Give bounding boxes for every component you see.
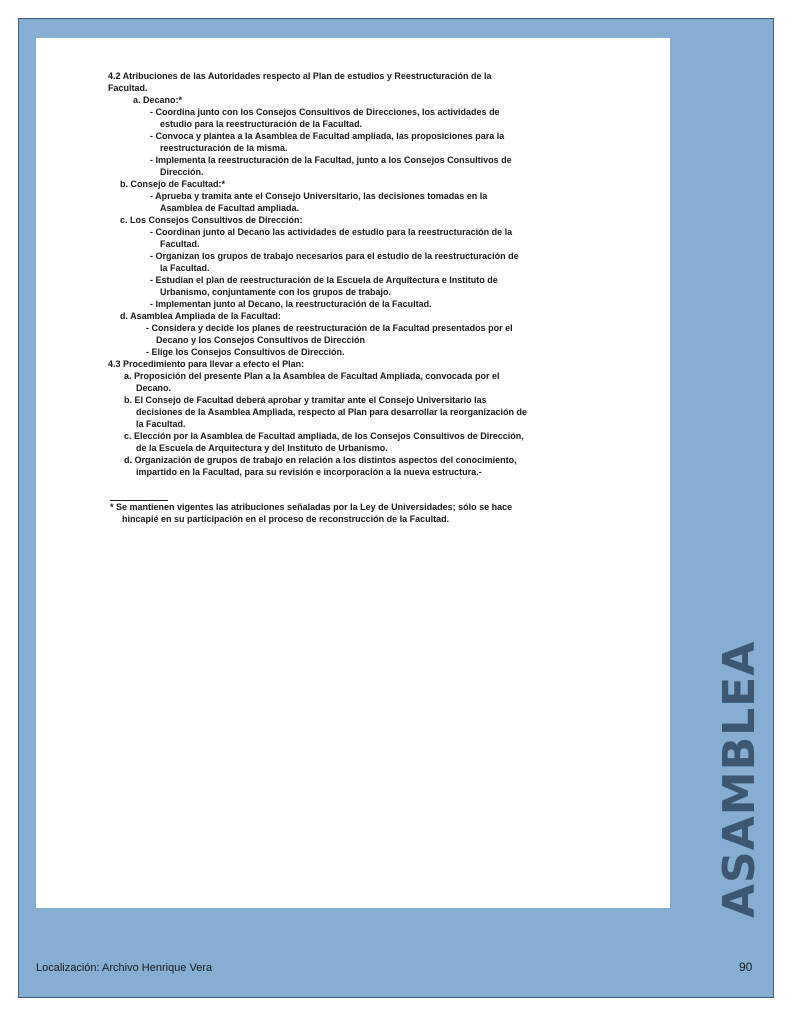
section-4-3-item: d. Organización de grupos de trabajo en relación a los distintos aspectos del conocimiento, impartido en la Facultad, para su revisión e incorporación a la nueva estructura.-: [124, 455, 517, 477]
section-d-title: d. Asamblea Ampliada de la Facultad:: [120, 311, 281, 321]
section-a-item: - Convoca y plantea a la Asamblea de Facultad ampliada, las proposiciones para la reestructuración de la misma.: [150, 131, 505, 153]
section-c-title: c. Los Consejos Consultivos de Dirección:: [120, 215, 303, 225]
footnote: * Se mantienen vigentes las atribuciones señaladas por la Ley de Universidades; sólo se hace hincapié en su participación en el proceso de reconstrucción de la Facultad.: [110, 502, 513, 524]
section-4-3-item: c. Elección por la Asamblea de Facultad ampliada, de los Consejos Consultivos de Dirección, de la Escuela de Arquitectura y del Instituto de Urbanismo.: [124, 431, 524, 453]
section-c-item: - Estudian el plan de reestructuración de la Escuela de Arquitectura e Instituto de Urbanismo, conjuntamente con los grupos de trabajo.: [150, 275, 498, 297]
section-4-3-heading: 4.3 Procedimiento para llevar a efecto el Plan:: [108, 359, 305, 369]
section-4-2-heading: 4.2 Atribuciones de las Autoridades respecto al Plan de estudios y Reestructuración de la Facultad.: [108, 71, 492, 93]
section-a-title: a. Decano:*: [133, 95, 183, 105]
section-c-item: - Coordinan junto al Decano las actividades de estudio para la reestructuración de la Facultad.: [150, 227, 513, 249]
section-b-title: b. Consejo de Facultad:*: [120, 179, 226, 189]
document-text: [108, 70, 528, 525]
section-title-vertical: ASAMBLEA: [714, 640, 765, 918]
section-d-item: - Considera y decide los planes de reestructuración de la Facultad presentados por el Decano y los Consejos Consultivos de Dirección: [146, 323, 513, 345]
section-4-3-item: a. Proposición del presente Plan a la Asamblea de Facultad Ampliada, convocada por el Decano.: [124, 371, 500, 393]
section-a-item: - Implementa la reestructuración de la Facultad, junto a los Consejos Consultivos de Dirección.: [150, 155, 512, 177]
section-c-item: - Implementan junto al Decano, la reestructuración de la Facultad.: [150, 299, 432, 309]
page-number: 90: [739, 960, 753, 974]
section-b-item: - Aprueba y tramita ante el Consejo Universitario, las decisiones tomadas en la Asamblea de Facultad ampliada.: [150, 191, 488, 213]
source-caption: Localización: Archivo Henrique Vera: [36, 962, 213, 974]
section-c-item: - Organizan los grupos de trabajo necesarios para el estudio de la reestructuración de la Facultad.: [150, 251, 519, 273]
section-d-item: - Elige los Consejos Consultivos de Dirección.: [146, 347, 345, 357]
section-a-item: - Coordina junto con los Consejos Consultivos de Direcciones, los actividades de estudio para la reestructuración de la Facultad.: [150, 107, 500, 129]
section-4-3-item: b. El Consejo de Facultad deberá aprobar y tramitar ante el Consejo Universitario las decisiones de la Asamblea Ampliada, respecto al Plan para desarrollar la reorganización de la Facultad.: [124, 395, 527, 429]
